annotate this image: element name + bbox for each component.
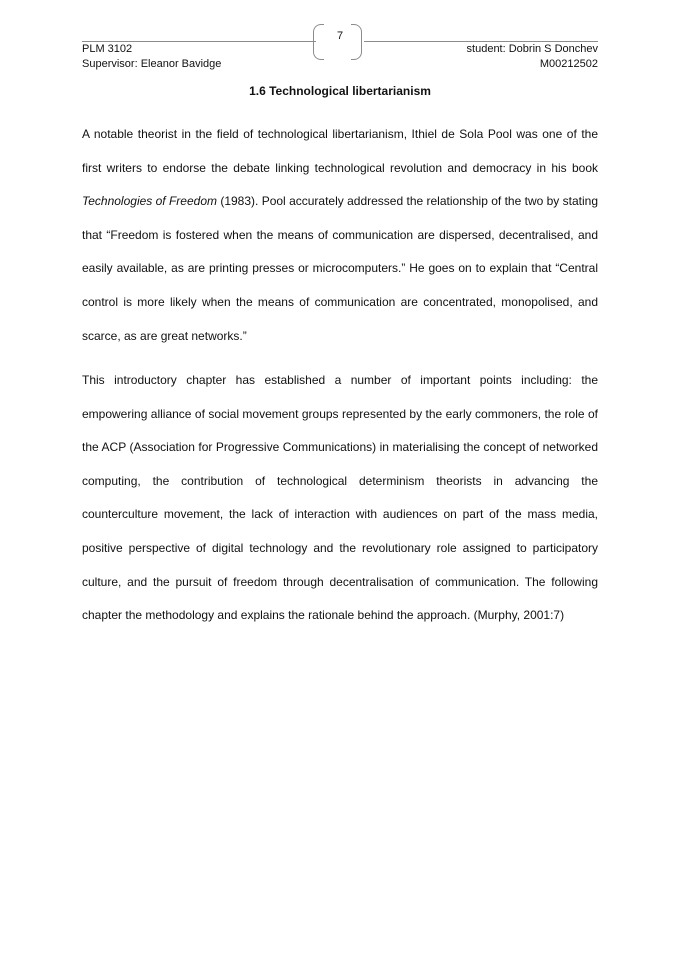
header-supervisor: Supervisor: Eleanor Bavidge <box>82 58 222 70</box>
section-heading: 1.6 Technological libertarianism <box>249 84 431 98</box>
body-paragraph <box>82 118 598 353</box>
paragraph-text: A notable theorist in the field of technological libertarianism, Ithiel de Sola Pool was one of the first writers to endorse the debate linking technological revolution and democracy in his book <box>82 127 598 175</box>
book-title: Technologies of Freedom <box>82 194 217 209</box>
header-student-name: student: Dobrin S Donchev <box>466 43 598 55</box>
page-number: 7 <box>336 30 344 42</box>
header-student-id: M00212502 <box>539 58 598 70</box>
header-course-code: PLM 3102 <box>82 43 133 55</box>
paragraph-text: (1983). Pool accurately addressed the relationship of the two by stating that “Freedom is fostered when the means of communication are dispersed, decentralised, and easily available, as are printing presses or microcomputers.” He goes on to explain that “Central control is more likely when the means of communication are concentrated, monopolised, and scarce, as are great networks.” <box>82 194 598 343</box>
body-paragraph: This introductory chapter has established a number of important points including: the empowering alliance of social movement groups represented by the early commoners, the role of the ACP (Association for Progressive Communications) in materialising the concept of networked computing, the contribution of technological determinism theorists in advancing the counterculture movement, the lack of interaction with audiences on part of the mass media, positive perspective of digital technology and the revolutionary role assigned to participatory culture, and the pursuit of freedom through decentralisation of communication. The following chapter the methodology and explains the rationale behind the approach. (Murphy, 2001:7) <box>82 373 598 623</box>
